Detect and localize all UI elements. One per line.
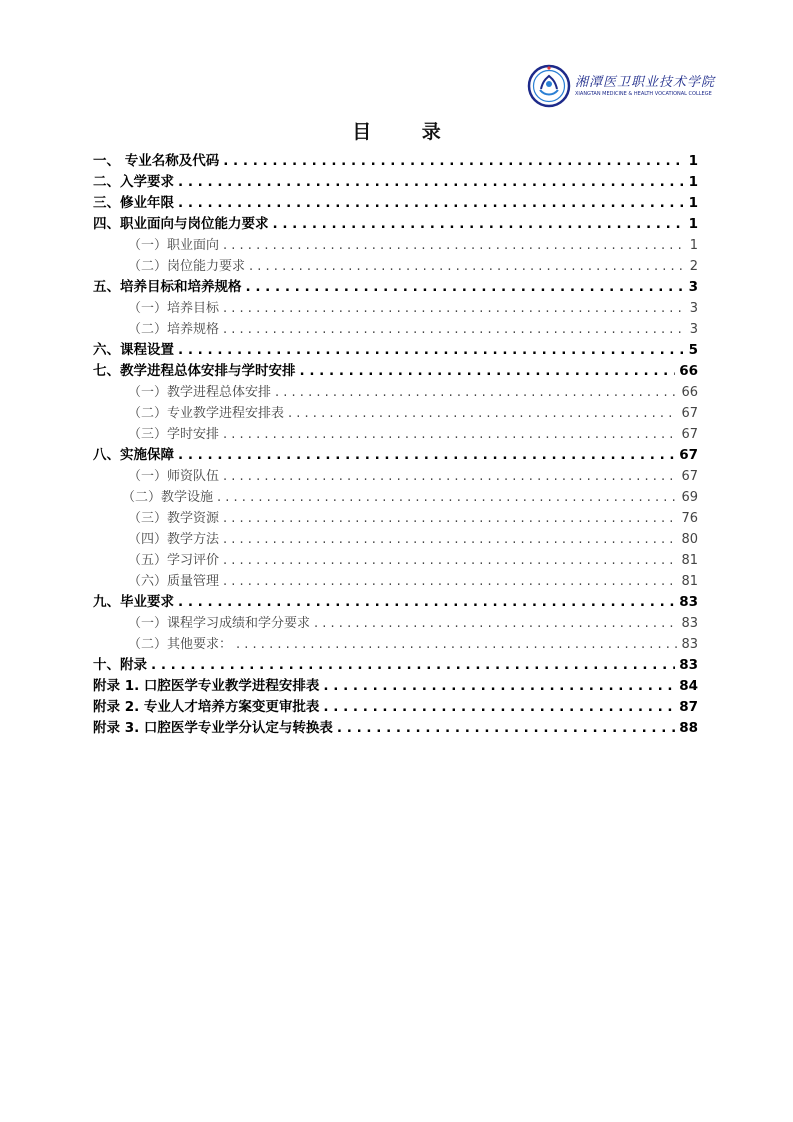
toc-entry[interactable] [93, 214, 698, 235]
toc-entry-label: 附录 2. 专业人才培养方案变更审批表 [93, 699, 320, 715]
toc-entry-label: （四）教学方法 [128, 532, 220, 547]
toc-entry[interactable] [93, 508, 698, 529]
toc-dot-leader [223, 466, 677, 487]
toc-entry-page-number: 83 [681, 616, 698, 631]
college-logo [527, 64, 717, 108]
toc-entry-label: 附录 1. 口腔医学专业教学进程安排表 [93, 678, 320, 694]
toc-entry-label: 二、入学要求 [93, 174, 174, 190]
toc-entry-label: 六、课程设置 [93, 342, 174, 358]
table-of-contents [93, 151, 698, 739]
toc-entry-label: （二）教学设施 [122, 490, 214, 505]
toc-entry-page-number: 81 [681, 574, 698, 589]
toc-entry[interactable] [93, 424, 698, 445]
toc-entry[interactable] [93, 634, 698, 655]
toc-dot-leader [323, 697, 675, 718]
toc-entry-page-number: 66 [679, 363, 698, 379]
toc-entry[interactable] [93, 172, 698, 193]
toc-dot-leader [223, 151, 684, 172]
toc-entry-page-number: 66 [681, 385, 698, 400]
toc-dot-leader [178, 340, 684, 361]
toc-entry[interactable] [93, 550, 698, 571]
toc-dot-leader [223, 298, 684, 319]
toc-entry-page-number: 80 [681, 532, 698, 547]
toc-dot-leader [275, 382, 677, 403]
toc-entry-label: （六）质量管理 [128, 574, 220, 589]
toc-entry-page-number: 2 [689, 259, 698, 274]
toc-entry-label: （二）岗位能力要求 [128, 259, 246, 274]
toc-entry-page-number: 69 [681, 490, 698, 505]
toc-entry-label: （一）职业面向 [128, 238, 220, 253]
toc-dot-leader [223, 424, 677, 445]
toc-entry[interactable] [93, 529, 698, 550]
toc-dot-leader [337, 718, 675, 739]
toc-entry[interactable] [93, 361, 698, 382]
toc-dot-leader [178, 592, 675, 613]
toc-dot-leader [249, 256, 684, 277]
toc-entry[interactable] [93, 277, 698, 298]
toc-dot-leader [178, 193, 684, 214]
toc-dot-leader [223, 571, 677, 592]
toc-entry-label: 十、附录 [93, 657, 147, 673]
toc-entry[interactable] [93, 655, 698, 676]
toc-entry[interactable] [93, 697, 698, 718]
toc-entry-label: （一）师资队伍 [128, 469, 220, 484]
toc-dot-leader [223, 529, 677, 550]
toc-entry-page-number: 87 [679, 699, 698, 715]
toc-entry[interactable] [93, 718, 698, 739]
toc-entry[interactable] [93, 466, 698, 487]
toc-entry-page-number: 81 [681, 553, 698, 568]
toc-dot-leader [223, 550, 677, 571]
toc-entry-page-number: 3 [688, 279, 698, 295]
toc-entry-label: 附录 3. 口腔医学专业学分认定与转换表 [93, 720, 333, 736]
toc-entry-label: 五、培养目标和培养规格 [93, 279, 242, 295]
toc-entry-page-number: 1 [688, 153, 698, 169]
toc-entry-label: （一）教学进程总体安排 [128, 385, 272, 400]
toc-entry-label: 八、实施保障 [93, 447, 174, 463]
toc-entry-page-number: 83 [679, 657, 698, 673]
toc-entry-label: 七、教学进程总体安排与学时安排 [93, 363, 296, 379]
toc-entry-page-number: 76 [681, 511, 698, 526]
toc-entry[interactable] [93, 403, 698, 424]
college-emblem-icon [527, 64, 571, 108]
toc-entry-page-number: 1 [688, 174, 698, 190]
toc-dot-leader [314, 613, 677, 634]
toc-dot-leader [300, 361, 676, 382]
toc-entry-label: （三）教学资源 [128, 511, 220, 526]
toc-entry-label: （二）培养规格 [128, 322, 220, 337]
toc-dot-leader [246, 277, 685, 298]
toc-entry[interactable] [93, 298, 698, 319]
toc-entry-page-number: 83 [681, 637, 698, 652]
toc-entry-label: （一）课程学习成绩和学分要求 [128, 616, 311, 631]
toc-dot-leader [288, 403, 677, 424]
toc-dot-leader [217, 487, 677, 508]
toc-entry-page-number: 1 [688, 216, 698, 232]
toc-dot-leader [223, 235, 684, 256]
college-name-english: XIANGTAN MEDICINE & HEALTH VOCATIONAL COLLEGE [575, 90, 712, 97]
toc-entry[interactable] [93, 592, 698, 613]
toc-entry-page-number: 67 [681, 406, 698, 421]
toc-entry-page-number: 84 [679, 678, 698, 694]
toc-entry-label: 九、毕业要求 [93, 594, 174, 610]
toc-dot-leader [273, 214, 685, 235]
toc-entry-label: （二）其他要求： [128, 637, 233, 652]
page-title: 目 录 [352, 121, 463, 143]
toc-entry[interactable] [93, 487, 698, 508]
toc-entry[interactable] [93, 382, 698, 403]
toc-entry[interactable] [93, 319, 698, 340]
toc-entry[interactable] [93, 613, 698, 634]
toc-dot-leader [178, 445, 675, 466]
college-name: 湘潭医卫职业技术学院 [575, 74, 716, 90]
toc-entry[interactable] [93, 340, 698, 361]
toc-entry-page-number: 67 [679, 447, 698, 463]
toc-entry[interactable] [93, 193, 698, 214]
toc-entry-label: （五）学习评价 [128, 553, 220, 568]
toc-entry[interactable] [93, 676, 698, 697]
toc-entry-label: （二）专业教学进程安排表 [128, 406, 285, 421]
toc-entry-label: （三）学时安排 [128, 427, 220, 442]
toc-entry[interactable] [93, 256, 698, 277]
toc-entry-label: 三、修业年限 [93, 195, 174, 211]
toc-entry-label: 四、职业面向与岗位能力要求 [93, 216, 269, 232]
toc-dot-leader [151, 655, 675, 676]
toc-entry-page-number: 67 [681, 427, 698, 442]
toc-entry-page-number: 88 [679, 720, 698, 736]
toc-entry-page-number: 3 [689, 322, 698, 337]
toc-entry[interactable] [93, 445, 698, 466]
toc-dot-leader [223, 319, 684, 340]
toc-entry-page-number: 3 [689, 301, 698, 316]
toc-entry-page-number: 5 [688, 342, 698, 358]
toc-dot-leader [223, 508, 677, 529]
toc-entry-page-number: 1 [688, 195, 698, 211]
toc-entry-page-number: 83 [679, 594, 698, 610]
toc-dot-leader [323, 676, 675, 697]
toc-entry-label: （一）培养目标 [128, 301, 220, 316]
toc-entry[interactable] [93, 571, 698, 592]
toc-dot-leader [178, 172, 684, 193]
toc-entry-label: 一、 专业名称及代码 [93, 153, 220, 169]
toc-dot-leader [236, 634, 677, 655]
toc-entry[interactable] [93, 151, 698, 172]
toc-entry[interactable] [93, 235, 698, 256]
toc-entry-page-number: 1 [689, 238, 698, 253]
toc-entry-page-number: 67 [681, 469, 698, 484]
